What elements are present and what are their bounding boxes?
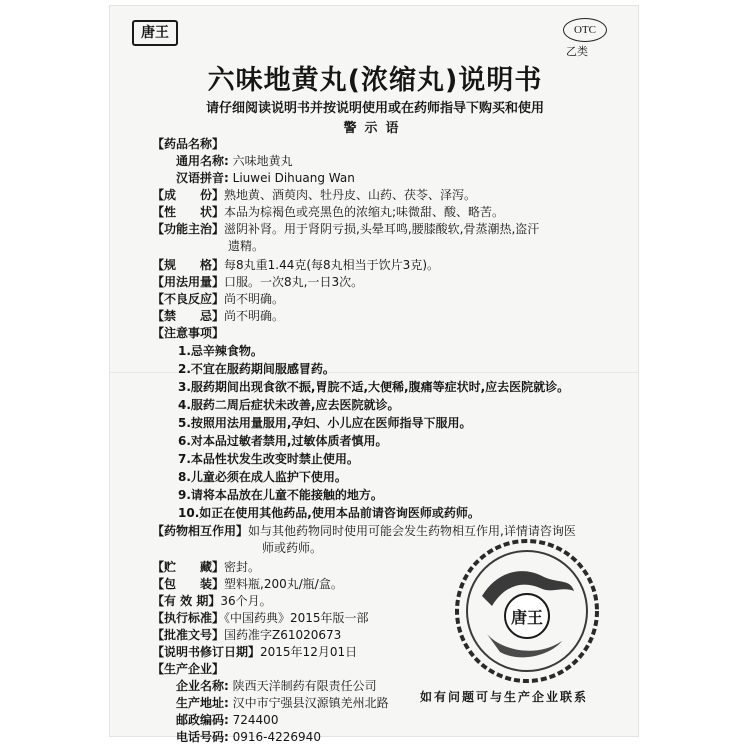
generic-name-value: 六味地黄丸	[232, 154, 293, 168]
warning-heading: 警示语	[343, 121, 407, 136]
contra-row	[152, 309, 284, 324]
interaction-label: 【药物相互作用】	[152, 524, 249, 538]
revision-value: 2015年12月01日	[260, 645, 358, 659]
package-label: 【包 装】	[152, 577, 225, 591]
contra-label: 【禁 忌】	[152, 309, 225, 323]
company-name-value: 陕西天洋制药有限责任公司	[232, 679, 377, 693]
standard-value: 《中国药典》2015年版一部	[224, 611, 369, 625]
note-item: 4.服药二周后症状未改善,应去医院就诊。	[178, 398, 400, 412]
brand-logo: 唐王	[132, 20, 178, 46]
maker-label: 【生产企业】	[152, 662, 225, 676]
adverse-row	[152, 292, 284, 307]
validity-row	[152, 594, 272, 609]
revision-label: 【说明书修订日期】	[152, 645, 261, 659]
storage-row	[152, 560, 260, 575]
document-subtitle: 请仔细阅读说明书并按说明使用或在药师指导下购买和使用	[205, 101, 544, 116]
pinyin-row	[176, 171, 355, 186]
interaction-value-line1: 如与其他药物同时使用可能会发生药物相互作用,详情请咨询医	[248, 524, 576, 538]
otc-badge: OTC	[563, 18, 607, 42]
usage-row	[152, 275, 363, 290]
package-row	[152, 577, 343, 592]
spec-value: 每8丸重1.44克(每8丸相当于饮片3克)。	[224, 258, 440, 272]
note-item: 7.本品性状发生改变时禁止使用。	[178, 452, 359, 466]
notes-label: 【注意事项】	[152, 326, 225, 340]
function-value-line2: 遗精。	[228, 239, 265, 253]
company-seal-emblem	[452, 536, 602, 686]
pinyin-label: 汉语拼音:	[176, 171, 229, 185]
revision-row	[152, 645, 357, 660]
ingredients-label: 【成 份】	[152, 188, 225, 202]
note-item: 9.请将本品放在儿童不能接触的地方。	[178, 488, 383, 502]
approval-row	[152, 628, 341, 643]
note-item: 8.儿童必须在成人监护下使用。	[178, 470, 347, 484]
note-item: 10.如正在使用其他药品,使用本品前请咨询医师或药师。	[178, 506, 480, 520]
approval-value: 国药准字Z61020673	[224, 628, 342, 642]
drug-name-label: 【药品名称】	[152, 137, 225, 151]
document-title: 六味地黄丸(浓缩丸)说明书	[207, 65, 543, 96]
spec-row	[152, 258, 439, 273]
usage-label: 【用法用量】	[152, 275, 225, 289]
company-address-label: 生产地址:	[176, 696, 229, 710]
company-phone-row	[176, 730, 321, 745]
company-postcode-row	[176, 713, 278, 728]
package-value: 塑料瓶,200丸/瓶/盒。	[224, 577, 343, 591]
standard-label: 【执行标准】	[152, 611, 225, 625]
adverse-value: 尚不明确。	[224, 292, 285, 306]
function-row	[152, 222, 539, 237]
ingredients-value: 熟地黄、酒萸肉、牡丹皮、山药、茯苓、泽泻。	[224, 188, 477, 202]
company-name-row	[176, 679, 377, 694]
function-label: 【功能主治】	[152, 222, 225, 236]
spec-label: 【规 格】	[152, 258, 225, 272]
generic-name-row	[176, 154, 293, 169]
note-item: 3.服药期间出现食欲不振,胃脘不适,大便稀,腹痛等症状时,应去医院就诊。	[178, 380, 570, 394]
properties-value: 本品为棕褐色或亮黑色的浓缩丸;味微甜、酸、略苦。	[224, 205, 505, 219]
seal-text: 唐王	[510, 608, 544, 627]
validity-value: 36个月。	[220, 594, 272, 608]
storage-value: 密封。	[224, 560, 261, 574]
approval-label: 【批准文号】	[152, 628, 225, 642]
note-item: 2.不宜在服药期间服感冒药。	[178, 362, 335, 376]
validity-label: 【有 效 期】	[152, 594, 221, 608]
company-postcode-value: 724400	[232, 713, 279, 727]
storage-label: 【贮 藏】	[152, 560, 225, 574]
contact-note: 如有问题可与生产企业联系	[420, 690, 589, 704]
standard-row	[152, 611, 369, 626]
note-item: 5.按照用法用量服用,孕妇、小儿应在医师指导下服用。	[178, 416, 472, 430]
usage-value: 口服。一次8丸,一日3次。	[224, 275, 364, 289]
properties-row	[152, 205, 504, 220]
properties-label: 【性 状】	[152, 205, 225, 219]
interaction-value-line2: 师或药师。	[262, 541, 323, 555]
company-address-row	[176, 696, 389, 711]
otc-class-label: 乙类	[566, 45, 588, 58]
company-phone-label: 电话号码:	[176, 730, 229, 744]
ingredients-row	[152, 188, 476, 203]
company-phone-value: 0916-4226940	[232, 730, 321, 744]
company-address-value: 汉中市宁强县汉源镇羌州北路	[232, 696, 389, 710]
pinyin-value: Liuwei Dihuang Wan	[232, 171, 355, 185]
company-postcode-label: 邮政编码:	[176, 713, 229, 727]
note-item: 6.对本品过敏者禁用,过敏体质者慎用。	[178, 434, 388, 448]
function-value-line1: 滋阴补肾。用于肾阴亏损,头晕耳鸣,腰膝酸软,骨蒸潮热,盗汗	[224, 222, 540, 236]
generic-name-label: 通用名称:	[176, 154, 229, 168]
company-name-label: 企业名称:	[176, 679, 229, 693]
adverse-label: 【不良反应】	[152, 292, 225, 306]
contra-value: 尚不明确。	[224, 309, 285, 323]
note-item: 1.忌辛辣食物。	[178, 344, 263, 358]
